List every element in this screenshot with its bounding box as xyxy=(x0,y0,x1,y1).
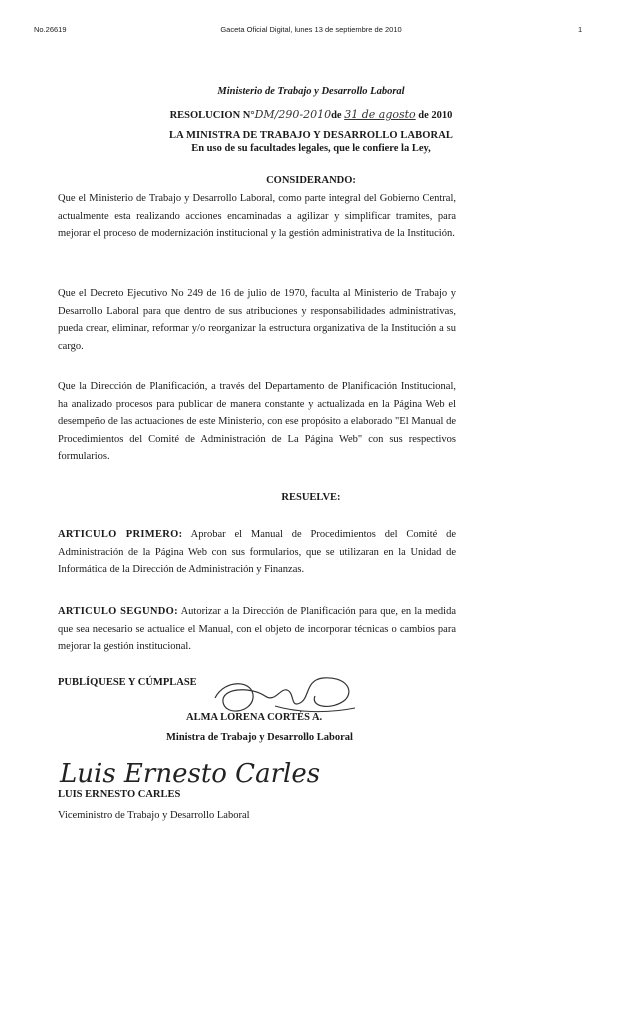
signer-2-role: Viceministro de Trabajo y Desarrollo Laboral xyxy=(58,810,250,821)
resolution-prefix: RESOLUCION N° xyxy=(169,110,255,121)
signature-2-text: Luis Ernesto Carles xyxy=(60,759,321,789)
gazette-number: No.26619 xyxy=(34,25,67,34)
considerando-heading: CONSIDERANDO: xyxy=(266,175,356,186)
signer-2-name: LUIS ERNESTO CARLES xyxy=(58,789,181,800)
legal-basis: En uso de su facultades legales, que le confiere la Ley, xyxy=(191,143,431,154)
resolution-year: de 2010 xyxy=(418,110,453,121)
signer-1-name: ALMA LORENA CORTÉS A. xyxy=(186,712,323,723)
articulo-primero xyxy=(58,526,456,579)
articulo-segundo xyxy=(58,603,456,656)
issuer-title: LA MINISTRA DE TRABAJO Y DESARROLLO LABORAL xyxy=(169,130,453,141)
articulo-segundo-label: ARTICULO SEGUNDO: xyxy=(58,606,178,617)
gazette-title: Gaceta Oficial Digital, lunes 13 de septiembre de 2010 xyxy=(220,25,402,34)
resolution-number: DM/290-2010 xyxy=(254,108,332,121)
signature-2-handwriting xyxy=(56,750,321,792)
considerando-paragraph-1: Que el Ministerio de Trabajo y Desarrollo Laboral, como parte integral del Gobierno Central, actualmente esta realizando acciones encaminadas a agilizar y simplificar tramites, para mejorar el proceso de modernización institucional y la gestión administrativa de la Institución. xyxy=(58,193,456,239)
page-number: 1 xyxy=(578,25,583,34)
considerando-paragraph-3: Que la Dirección de Planificación, a través del Departamento de Planificación Institucional, ha analizado procesos para publicar de manera constante y actualizada en la Página Web el desempeño de las actuaciones de este Ministerio, con ese propósito a elaborado "El Manual de Procedimientos del Comité de Administración de La Página Web" con sus respectivos formularios. xyxy=(58,381,456,462)
resuelve-heading: RESUELVE: xyxy=(281,492,341,503)
ministry-line: Ministerio de Trabajo y Desarrollo Laboral xyxy=(217,86,405,97)
resolution-de: de xyxy=(331,110,342,121)
articulo-segundo-text: Autorizar a la Dirección de Planificación para que, en la medida que sea necesario se actualice el Manual, con el objeto de incorporar técnicas o cambios para mejorar la gestión institucional. xyxy=(58,606,457,652)
resolution-date: 31 de agosto xyxy=(344,108,416,121)
publiquese-line: PUBLÍQUESE Y CÚMPLASE xyxy=(58,677,197,688)
signer-1-role: Ministra de Trabajo y Desarrollo Laboral xyxy=(166,732,353,743)
considerando-paragraph-2: Que el Decreto Ejecutivo No 249 de 16 de julio de 1970, faculta al Ministerio de Trabajo y Desarrollo Laboral para que dentro de sus atribuciones y responsabilidades administrativas, pueda crear, eliminar, reformar y/o reorganizar la estructura organizativa de la Institución a su cargo. xyxy=(58,288,456,352)
articulo-primero-label: ARTICULO PRIMERO: xyxy=(58,529,183,540)
resolution-line xyxy=(0,108,622,121)
articulo-primero-text: Aprobar el Manual de Procedimientos del Comité de Administración de la Página Web con sus formularios, que se utilizaran en la Unidad de Informática de la Dirección de Administración y Finanzas. xyxy=(58,529,457,575)
